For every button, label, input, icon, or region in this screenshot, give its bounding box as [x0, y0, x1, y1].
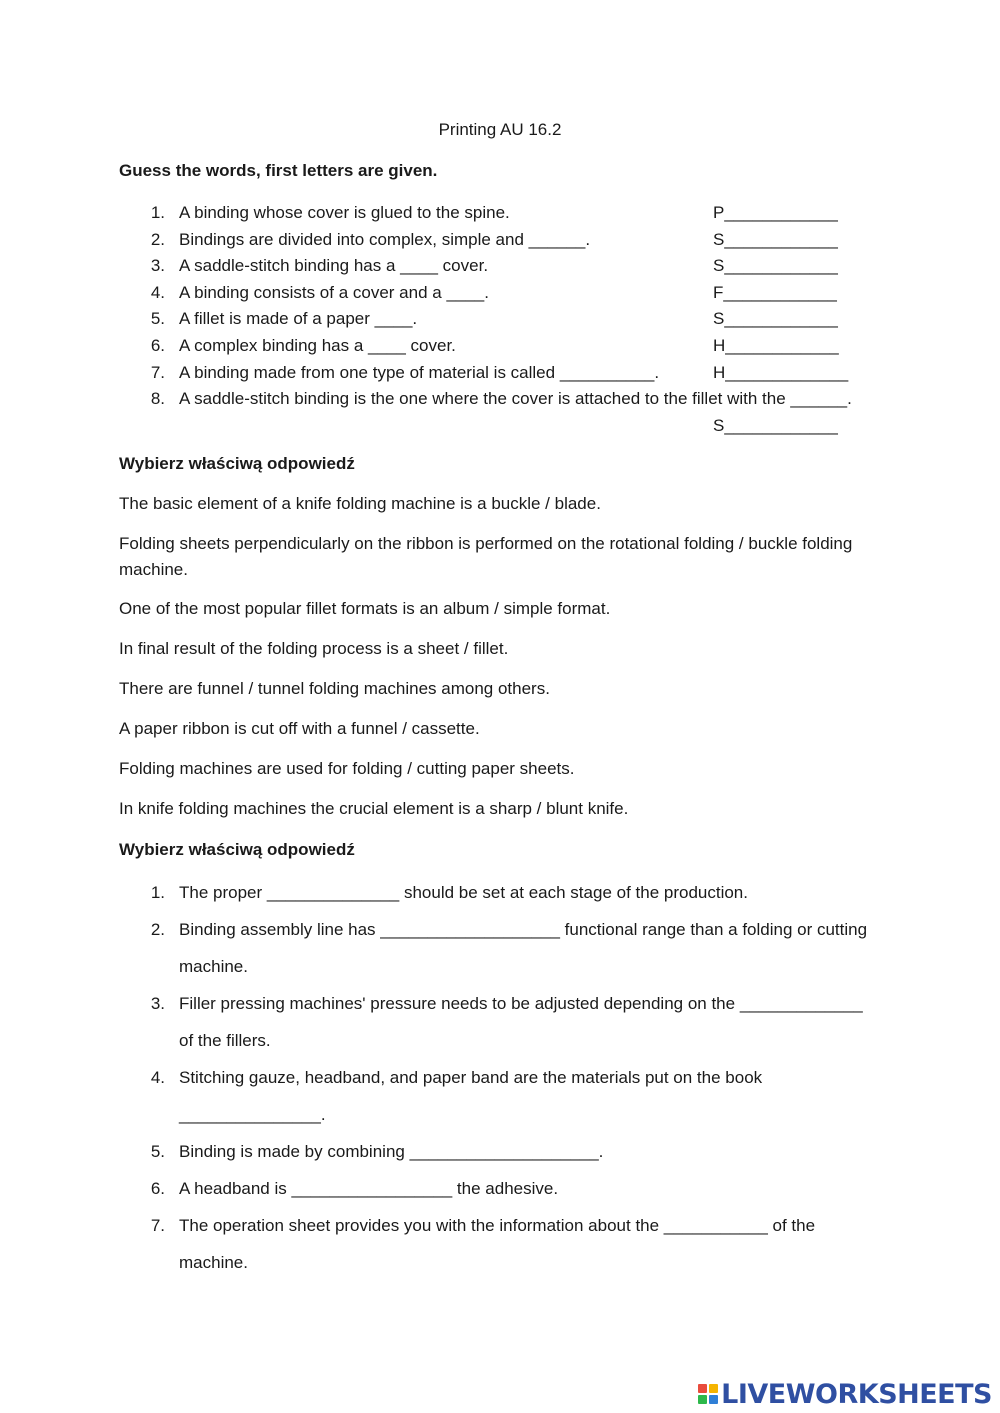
- item-number: 6.: [150, 1179, 165, 1198]
- item-text[interactable]: Stitching gauze, headband, and paper band are the materials put on the book _______________.: [179, 1068, 763, 1124]
- logo-square: [709, 1395, 718, 1404]
- choice-sentence[interactable]: There are funnel / tunnel folding machines among others.: [119, 679, 550, 698]
- item-number: 7.: [150, 1216, 165, 1235]
- list-item: [145, 1207, 875, 1281]
- logo-square: [698, 1384, 707, 1393]
- page-title: Printing AU 16.2: [438, 120, 562, 139]
- item-number: 1.: [150, 203, 165, 222]
- logo-mark-icon: [698, 1384, 718, 1404]
- list-item: [145, 306, 865, 333]
- item-number: 2.: [150, 920, 165, 939]
- guess-words-list: [145, 200, 865, 439]
- item-number: 6.: [150, 335, 165, 355]
- list-item: [145, 985, 875, 1059]
- section1-heading: Guess the words, first letters are given.: [119, 161, 438, 180]
- choice-sentence[interactable]: Folding sheets perpendicularly on the ribbon is performed on the rotational folding / buckle folding machine.: [119, 534, 853, 579]
- liveworksheets-logo: [698, 1379, 992, 1409]
- list-item: [145, 1059, 875, 1133]
- logo-square: [709, 1384, 718, 1393]
- list-item: [145, 386, 865, 439]
- item-text: A saddle-stitch binding has a ____ cover.: [179, 256, 489, 276]
- item-number: 5.: [150, 309, 165, 329]
- answer-blank[interactable]: S____________: [713, 256, 838, 276]
- item-text[interactable]: Binding assembly line has ___________________ functional range than a folding or cutting machine.: [179, 920, 868, 976]
- list-item: [145, 360, 865, 387]
- answer-blank[interactable]: F____________: [713, 282, 837, 302]
- list-item: [145, 874, 875, 911]
- item-text[interactable]: Filler pressing machines' pressure needs to be adjusted depending on the _____________ of the fillers.: [179, 994, 863, 1050]
- list-item: [145, 253, 865, 280]
- list-item: [145, 280, 865, 307]
- item-text[interactable]: A headband is _________________ the adhesive.: [179, 1179, 559, 1198]
- brand-name: LIVEWORKSHEETS: [721, 1378, 992, 1410]
- list-item: [145, 227, 865, 254]
- fill-in-list: [145, 874, 875, 1281]
- answer-blank[interactable]: P____________: [713, 203, 838, 222]
- item-number: 2.: [150, 229, 165, 249]
- section2-heading: Wybierz właściwą odpowiedź: [119, 454, 355, 473]
- item-number: 7.: [150, 362, 165, 382]
- item-number: 3.: [150, 994, 165, 1013]
- answer-blank[interactable]: S____________: [713, 415, 838, 435]
- choice-sentence[interactable]: In knife folding machines the crucial element is a sharp / blunt knife.: [119, 799, 629, 818]
- choice-sentence[interactable]: A paper ribbon is cut off with a funnel / cassette.: [119, 719, 480, 738]
- section3-heading: Wybierz właściwą odpowiedź: [119, 840, 355, 859]
- item-text: Bindings are divided into complex, simple and ______.: [179, 229, 591, 249]
- item-text: A complex binding has a ____ cover.: [179, 335, 456, 355]
- item-text: A binding consists of a cover and a ____.: [179, 282, 489, 302]
- item-text: A binding whose cover is glued to the spine.: [179, 203, 510, 222]
- choice-sentence[interactable]: In final result of the folding process is a sheet / fillet.: [119, 639, 509, 658]
- item-text[interactable]: The proper ______________ should be set at each stage of the production.: [179, 883, 748, 902]
- item-number: 3.: [150, 256, 165, 276]
- list-item: [145, 333, 865, 360]
- answer-blank[interactable]: H_____________: [713, 362, 849, 382]
- answer-blank[interactable]: S____________: [713, 229, 838, 249]
- item-text: A binding made from one type of material is called __________.: [179, 362, 660, 382]
- list-item: [145, 1133, 875, 1170]
- logo-square: [698, 1395, 707, 1404]
- item-number: 8.: [150, 389, 165, 409]
- item-number: 1.: [150, 883, 165, 902]
- item-number: 4.: [150, 282, 165, 302]
- choice-sentence[interactable]: Folding machines are used for folding / cutting paper sheets.: [119, 759, 575, 778]
- item-number: 5.: [150, 1142, 165, 1161]
- answer-blank[interactable]: S____________: [713, 309, 838, 329]
- item-number: 4.: [150, 1068, 165, 1087]
- item-text[interactable]: The operation sheet provides you with the information about the ___________ of the machine.: [179, 1216, 816, 1272]
- item-text: A fillet is made of a paper ____.: [179, 309, 418, 329]
- list-item: [145, 200, 865, 227]
- item-text: A saddle-stitch binding is the one where the cover is attached to the fillet with the ______.: [179, 389, 852, 409]
- item-text[interactable]: Binding is made by combining ____________________.: [179, 1142, 604, 1161]
- choice-sentence[interactable]: The basic element of a knife folding machine is a buckle / blade.: [119, 494, 601, 513]
- list-item: [145, 1170, 875, 1207]
- answer-blank[interactable]: H____________: [713, 335, 839, 355]
- list-item: [145, 911, 875, 985]
- choice-sentence[interactable]: One of the most popular fillet formats is an album / simple format.: [119, 599, 611, 618]
